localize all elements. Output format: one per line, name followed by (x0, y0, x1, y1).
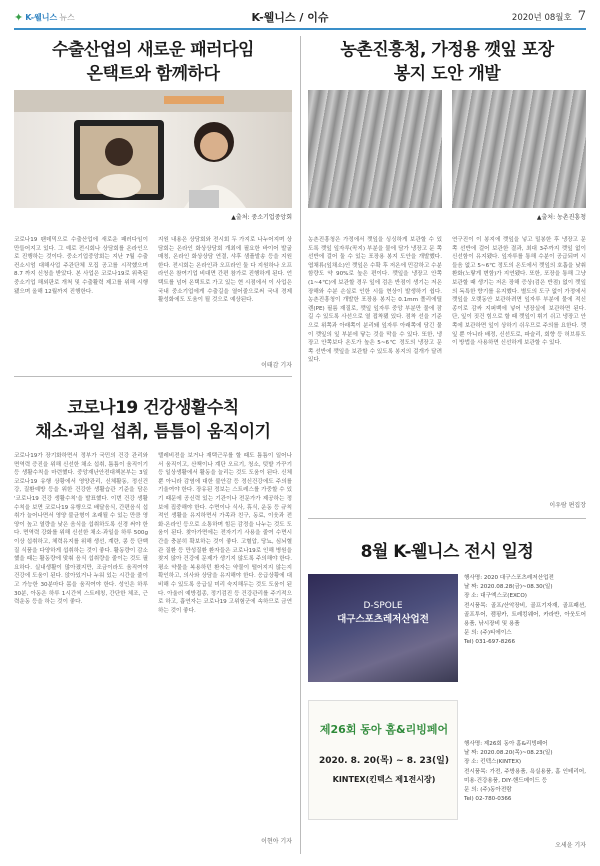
article-divider-1 (14, 376, 292, 377)
event2-info (464, 740, 586, 840)
page-header (14, 8, 586, 30)
logo-text: K-웰니스 (25, 13, 58, 22)
video-call-illustration (14, 90, 292, 208)
event1-contact: 문 의: (주)티에이스 (464, 630, 512, 637)
article4-title: 8월 K-웰니스 전시 일정 (360, 542, 534, 562)
article2-title (308, 38, 586, 86)
logo (14, 11, 134, 28)
event1-poster-line1: D-SPOLE (363, 601, 403, 611)
article3-col1: 코로나19가 장기화하면서 정부가 국민의 건강 관리와 면역력 증진을 위해 신선한 채소 섭취, 틈틈이 움직이기 등 생활수칙을 마련했다. 중앙재난안전대책본부는 3일 코로나19 유행 상황에서 영양관리, 신체활동, 정신건강, 질환예방 등을 위한 건강한 생활습관 기준을 담은 '코로나19 건강 생활수칙'을 발표했다. 이번 건강 생활수칙을 보면 코로나19 유행으로 배달음식, 간편음식 섭취가 늘어나면서 영양 불균형이 초래될 수 있는 만큼 영양이 높고 열량을 낮은 음식을 섭취하도록 신경 써야 한다. 면역력 강화를 위해 신선한 채소·과일을 하루 500g 이상 섭취하고, 체력유지를 위해 생선, 계란, 콩 등 단백질 식품을 다양하게 섭취하는 것이 좋다. 활동량이 감소했을 때는 활동량에 맞춰 음식 섭취량을 줄이는 것도 필요하다. 실내생활이 많아졌지만, 조금이라도 움직여야 건강에 도움이 된다. 앉아있거나 누워 있는 시간을 줄이고 가능한 30분마다 몸을 움직여야 한다. 성인은 하루 30분, 아동은 하루 1시간씩 스트레칭, 간단한 체조, 근력운동 등을 하는 것이 좋다. (14, 453, 148, 606)
article2-photo-left (308, 90, 442, 208)
event1-poster (308, 574, 458, 682)
event1-venue: 장 소: 대구엑스코(EXCO) (464, 593, 527, 600)
event2-tel: Tel) 02-780-0366 (464, 796, 512, 803)
article1-caption: ▲출처: 중소기업중앙회 (231, 214, 292, 221)
section-title: K-웰니스 / 이슈 (251, 11, 329, 24)
article3-byline: 이현아 기자 (261, 838, 292, 845)
article1-col1: 코로나19 팬데믹으로 수출산업에 새로운 패러다임이 만들어지고 있다. 그 예로 전시회나 상담회를 온라인으로 진행하는 것이다. 중소기업중앙회는 지난 7월 수출 컨소시엄 대해사업 주관단체 모집 공고를 시작했으며 8.7 까지 신청을 받았다. 본 사업은 코로나19로 위축된 중소기업 해외판로 개척 및 수출활력 제고를 위해 시행됐으며 올해 12월까지 진행한다. (14, 237, 148, 295)
article1-photo (14, 90, 292, 208)
event1-poster-text (318, 600, 448, 626)
column-divider (300, 36, 301, 854)
event2-poster-text (315, 721, 453, 785)
article3-title-line2: 채소·과일 섭취, 틈틈이 움직이기 (35, 422, 271, 442)
event2-poster-line3: KINTEX(킨텍스 제1전시장) (332, 775, 436, 784)
article3-col2: 텔레비전을 보거나 재택근무를 할 때도 틈틈이 일어나서 움직이고, 산책이나 계단 오르기, 청소, 텃밭 가꾸기 등 일상생활에서 활동을 늘리는 것도 도움이 된다. 신체뿐 아니라 감염에 대한 불안감 등 정신건강에도 주의를 기울여야 한다. 장유된 정보는 스트레스를 가중할 수 있기 때문에 공신력 있는 기관이나 전문가가 제공하는 정보에 집중해야 한다. 수면이나 식사, 휴식, 운동 등 규칙적인 생활을 유지하면서 가족과 친구, 동료, 이웃과 전화·온라인 등으로 소통하며 힘든 감정을 나누는 것도 도움이 된다. 찾아가면에는 전자기기 사용을 줄여 수면시간을 충분히 확보하는 것이 좋다. 고혈압, 당뇨, 심뇌혈관 질환 등 만성질환 환자들은 코로나19로 인해 병원을 찾지 않아 건강에 문제가 생기지 않도록 주의해야 한다. 평소 약물을 복용하던 환자는 약물이 떨어지지 않는지 확인하고, 의사와 상담을 유지해야 한다. 응급상황에 대비해 수 있도록 응급실 미리 숙지해두는 것도 도움이 된다. 아울러 예방접종, 정기검진 등 건강관리를 주기적으로 하고, 흡연자는 코로나19 고위험군에 속하므로 금연하는 것이 좋다. (158, 453, 292, 614)
article2-col2: 연구진이 이 봉지에 깻잎을 넣고 밀봉한 후 냉장고 문 쪽 선반에 걸어 보관한 결과, 최대 3주까지 깻잎 없이 신선함이 유지됐다. 잎자루를 통해 수분이 공급되며 시들음 없고 5~6℃ 정도의 온도에서 깻잎의 호흡을 낮춰 환화(노랗게 변함)가 지연됐다. 또한, 포장을 통해 그냥 보관할 때 생기는 저온 장해 증상(검은 반점) 없이 깻잎의 독특한 향기를 유지했다. 별도의 도구 없이 가정에서 깻잎을 오랫동안 보관하려면 잎자루 부분에 물에 적신 종이로 감싸 지퍼백에 넣어 냉장실에 보관하면 된다. 단, 잎이 짓건 힘으로 할 때 깻잎이 휘기 쉬고 냉장고 안쪽에 보관하면 잎이 상하기 쉬우므로 주의를 요한다. 깻잎 뿐 아니라 배정, 신선도로, 파슬리, 회향 등 허브류도 이 방법을 사용하면 신선하게 보관할 수 있다. (452, 237, 586, 347)
event2-poster-line1: 제26회 동아 홈&리빙페어 (319, 723, 449, 736)
issue-date: 2020년 08월호 (511, 13, 572, 23)
event2-name: 행사명: 제26회 동아 홈&리빙페어 (464, 741, 548, 747)
article2-photo-right (452, 90, 586, 208)
event2-items: 전시품목: 가전, 주방용품, 욕실용품, 홈 인테리어, 미용·건강용품, DIY·핸드메이드 등 (464, 768, 586, 784)
article2-col1: 농촌진흥청은 가정에서 깻잎을 싱싱하게 보관할 수 있도록 깻잎 잎자루(꼭지) 부분을 물에 담가 냉장고 문 쪽 선반에 걸어 둘 수 있는 포장용 봉지 도안을 개발했다. 엽채류(잎채소)인 깻잎은 수확 후 저온에 민감하고 수분함량도 약 90%로 높은 편이다. 깻잎을 냉장고 안쪽(1~4℃)에 보관할 경우 잎에 검은 반점이 생기는 저온 장해와 수분 손실로 인한 시듦 현상이 발생하기 쉽다. 농촌진흥청이 개발한 포장용 봉지는 0.1mm 폴리에틸렌(PE) 필름 재질로, 깻잎 잎자루 중앙 부분만 물에 잠길 수 있도록 사선으로 열 접착됐 있다. 점착 선을 기준으로 위쪽과 아래쪽이 분리돼 잎자루 아래쪽에 담긴 물이 깻잎의 잎 부분에 닿는 것을 막을 수 있다. 또한, 냉장고 안쪽보다 온도가 높은 5~6℃ 정도의 냉장고 문 쪽 선반에 깻잎을 보관할 수 있도록 봉지의 걸개가 달려 있다. (308, 237, 442, 364)
article1-title-line2: 온택트와 함께하다 (86, 64, 220, 84)
event1-date: 날 짜: 2020.08.28(금)~08.30(일) (464, 584, 553, 591)
article2-title-line1: 농촌진흥청, 가정용 깻잎 포장 (340, 40, 554, 60)
logo-sub: 뉴스 (59, 13, 75, 22)
event2-venue: 장 소: 킨텍스(KINTEX) (464, 759, 522, 766)
event1-info (464, 574, 586, 686)
article2-caption: ▲출처: 농촌진흥청 (536, 214, 586, 221)
article2-byline: 이우람 편집장 (549, 502, 586, 509)
event1-poster-line2: 대구스포츠레저산업전 (337, 614, 429, 625)
event1-name: 행사명: 2020 대구스포츠레저산업전 (464, 575, 554, 581)
event1-tel: Tel) 031-697-8266 (464, 639, 516, 646)
article1-byline: 이태감 기자 (261, 362, 292, 369)
event2-poster (308, 700, 458, 820)
article4-byline: 오세윤 기자 (555, 842, 586, 849)
article2-title-line2: 봉지 도안 개발 (393, 64, 501, 84)
article3-title (14, 396, 292, 444)
page-number: 7 (577, 9, 586, 24)
article-divider-2 (308, 518, 586, 519)
event2-contact: 문 의: (주)동아전람 (464, 787, 512, 794)
article1-title (14, 38, 292, 86)
event2-date: 날 짜: 2020.08.20(목)~08.23(일) (464, 750, 553, 757)
article3-title-line1: 코로나19 건강생활수칙 (67, 398, 239, 418)
leaf-icon: ✦ (14, 11, 24, 24)
article1-col2: 지원 내용은 상담회와 전시회 두 가지로 나누어지며 상담회는 온라인 화상상담회 개최에 필요한 바이어 발굴 매칭, 온라인 화상상담 연결, 샤후 샘플발송 등을 지원한다. 전시회는 온라인과 오프라인 둘 다 지원하나 오프라인은 참여기업 비대면 간편 참가로 진행하게 된다. 언택트를 넘어 온택트로 가고 있는 현 시점에서 이 사업은 국내 중소기업에게 수출길을 열어줄으로써 국내 경제 활성화에도 도움이 될 것으로 예상된다. (158, 237, 292, 304)
event1-items: 전시품목: 골프/산악장비, 골프기자재, 골프패션, 골프투어, 캠핑카, 트레킹웨어, 카라반, 아웃도어용품, 낚시장비 및 용품 (464, 602, 586, 628)
article1-title-line1: 수출산업의 새로운 패러다임 (52, 40, 254, 60)
event2-poster-line2: 2020. 8. 20(목) ~ 8. 23(일) (319, 756, 449, 766)
issue-info (446, 9, 586, 28)
